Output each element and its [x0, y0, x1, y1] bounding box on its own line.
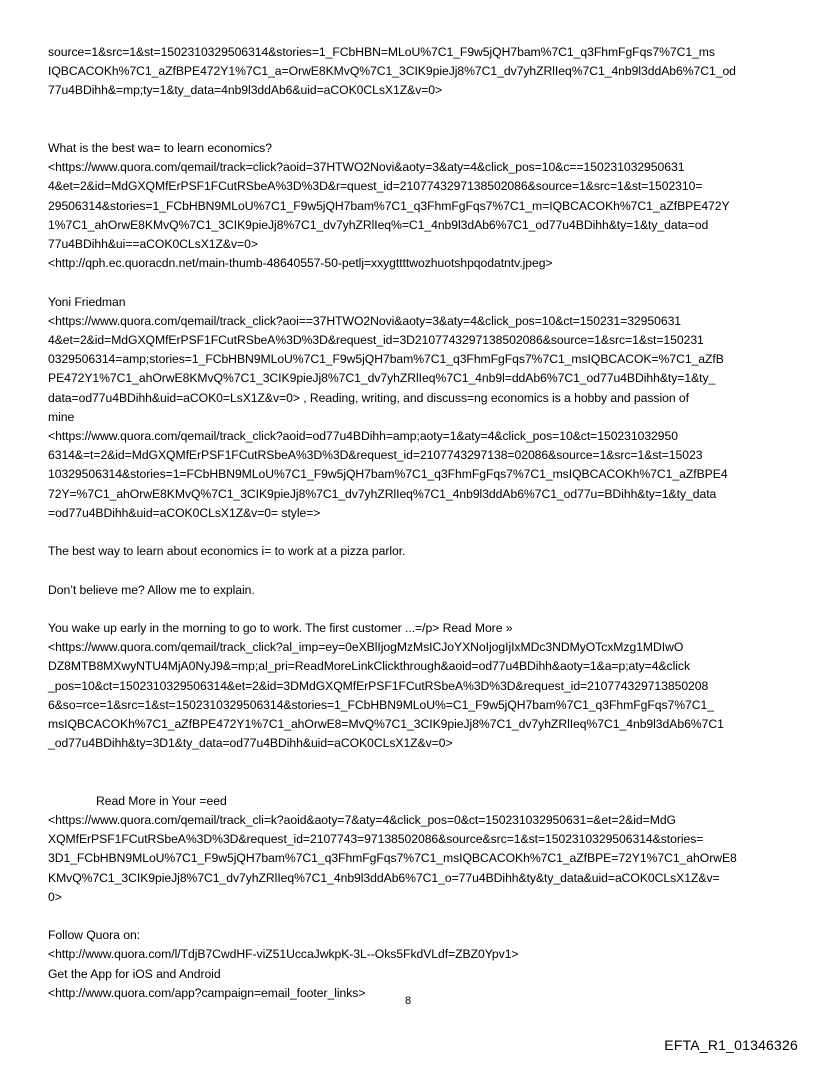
author-name: Yoni Friedman [48, 294, 126, 309]
spacer [48, 273, 773, 292]
page-number: 8 [404, 995, 412, 1007]
author-link[interactable]: <https://www.quora.com/qemail/track_click?aoi==37HTWO2Novi&aoty=3&aty=4&click_pos=10&ct=150231=32950631 4&et=2&id=MdGXQMfErPSF1FCutRSbeA%3D%3D&request_id=3D2107743297138502086&source=1&src=1&st=150231 0329506314=amp;stories=1_FCbHBN9MLoU%7C1_F9w5jQH7bam%7C1_q3FhmFgFqs7%7C1_msIQBCACOK=%7C1_aZfB PE472Y1%7C1_ahOrwE8KMvQ%7C1_3CIK9pieJj8%7C1_dv7yhZRlIeq%7C1_4nb9l=ddAb6%7C1_od77u4BDihh&ty=1&ty_ data=od77u4BDihh&uid=aCOK0=LsX1Z&v=0> , Reading, writing, and discuss=ng economics is a hobby and passion of mine [48, 313, 724, 424]
spacer [48, 600, 773, 619]
spacer [48, 561, 773, 580]
spacer [48, 753, 773, 791]
answer-link[interactable]: <https://www.quora.com/qemail/track_click?aoid=od77u4BDihh=amp;aoty=1&aty=4&click_pos=10&ct=150231032950 6314&=t=2&id=MdGXQMfErPSF1FCutRSbeA%3D%3D&request_id=2107743297138=02086&source=1&src=1&st=15023 10329506314&stories=1=FCbHBN9MLoU%7C1_F9w5jQH7bam%7C1_q3FhmFgFqs7%7C1_msIQBCACOKh%7C1_aZfBPE4 72Y=%7C1_ahOrwE8KMvQ%7C1_3CIK9pieJj8%7C1_dv7yhZRlIeq%7C1_4nb9l3ddAb6%7C1_od77u=BDihh&ty=1&ty_data =od77u4BDihh&uid=aCOK0CLsX1Z&v=0= style=> [48, 429, 728, 520]
answer-text-line: You wake up early in the morning to go to work. The first customer ...=/p> Read More » [48, 621, 513, 636]
feed-title: Read More in Your =eed [96, 793, 227, 808]
thumbnail-link[interactable]: <http://qph.ec.quoracdn.net/main-thumb-48640557-50-petlj=xxygttttwozhuotshpqodatntv.jpeg> [48, 256, 553, 271]
follow-link[interactable]: <http://www.quora.com/l/TdjB7CwdHF-viZ51UccaJwkpK-3L--Oks5FkdVLdf=ZBZ0Ypv1> [48, 947, 519, 962]
document-body [48, 43, 773, 1003]
app-label: Get the App for iOS and Android [48, 966, 221, 981]
source-link-block[interactable]: source=1&src=1&st=1502310329506314&stories=1_FCbHBN=MLoU%7C1_F9w5jQH7bam%7C1_q3FhmFgFqs7%7C1_ms IQBCACOKh%7C1_aZfBPE472Y1%7C1_a=OrwE8KMvQ%7C1_3CIK9pieJj8%7C1_dv7yhZRlIeq%7C1_4nb9l3ddAb6%7C1_od 77u4BDihh&=mp;ty=1&ty_data=4nb9l3ddAb6&uid=aCOK0CLsX1Z&v=0> [48, 45, 736, 98]
follow-label: Follow Quora on: [48, 928, 141, 943]
question-link[interactable]: <https://www.quora.com/qemail/track=click?aoid=37HTWO2Novi&aoty=3&aty=4&click_pos=10&c==150231032950631 4&et=2&id=MdGXQMfErPSF1FCutRSbeA%3D%3D&r=quest_id=2107743297138502086&source=1&src=1&st=1502310= 29506314&stories=1_FCbHBN9MLoU%7C1_F9w5jQH7bam%7C1_q3FhmFgFqs7%7C1_m=IQBCACOKh%7C1_aZfBPE472Y 1%7C1_ahOrwE8KMvQ%7C1_3CIK9pieJj8%7C1_dv7yhZRlIeq%=C1_4nb9l3dAb6%7C1_od77u4BDihh&ty=1&ty_data=od 77u4BDihh&ui==aCOK0CLsX1Z&v=0> [48, 160, 730, 252]
answer-text-line: Don’t believe me? Allow me to explain. [48, 582, 255, 597]
app-link[interactable]: <http://www.quora.com/app?campaign=email_footer_links> [48, 985, 366, 1000]
answer-text-line: The best way to learn about economics i= to work at a pizza parlor. [48, 544, 406, 559]
question-title: What is the best wa= to learn economics? [48, 141, 272, 155]
document-id-stamp: EFTA_R1_01346326 [664, 1037, 798, 1053]
feed-link[interactable]: <https://www.quora.com/qemail/track_cli=k?aoid&aoty=7&aty=4&click_pos=0&ct=150231032950631=&et=2&id=MdG XQMfErPSF1FCutRSbeA%3D%3D&request_id=2107743=97138502086&source&src=1&st=1502310329506314&stories= 3D1_FCbHBN9MLoU%7C1_F9w5jQH7bam%7C1_q3FhmFgFqs7%7C1_msIQBCACOKh%7C1_aZfBPE=72Y1%7C1_ahOrwE8 KMvQ%7C1_3CIK9pieJj8%7C1_dv7yhZRlIeq%7C1_4nb9l3ddAb6%7C1_o=77u4BDihh&ty&ty_data&uid=aCOK0CLsX1Z&v= 0> [48, 813, 737, 904]
read-more-link[interactable]: <https://www.quora.com/qemail/track_click?al_imp=ey=0eXBlIjogMzMsICJoYXNoIjogIjIxMDc3NDMyOTcxMzg1MDIwO DZ8MTB8MXwyNTU4MjA0NyJ9&=mp;al_pri=ReadMoreLinkClickthrough&aoid=od77u4BDihh&aoty=1&a=p;aty=4&click _pos=10&ct=1502310329506314&et=2&id=3DMdGXQMfErPSF1FCutRSbeA%3D%3D&request_id=210774329713850208 6&so=rce=1&src=1&st=1502310329506314&stories=1_FCbHBN9MLoU%=C1_F9w5jQH7bam%7C1_q3FhmFgFqs7%7C1_ msIQBCACOKh%7C1_aZfBPE472Y1%7C1_ahOrwE8=MvQ%7C1_3CIK9pieJj8%7C1_dv7yhZRlIeq%7C1_4nb9l3dAb6%7C1 _od77u4BDihh&ty=3D1&ty_data=od77u4BDihh&uid=aCOK0CLsX1Z&v=0> [48, 640, 724, 751]
spacer [48, 523, 773, 542]
spacer [48, 101, 773, 139]
spacer [48, 907, 773, 926]
